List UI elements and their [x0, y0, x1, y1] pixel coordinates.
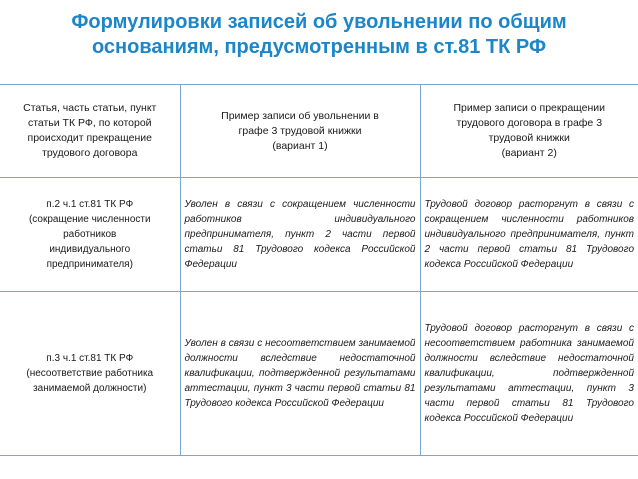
article-line: предпринимателя) — [46, 259, 133, 270]
article-line: работников — [63, 229, 117, 240]
table-row — [0, 292, 638, 456]
header-line: происходит прекращение — [27, 132, 152, 144]
header-line: Пример записи о прекращении — [453, 102, 606, 114]
header-line: трудового договора в графе 3 — [456, 117, 603, 129]
variant2-cell: Трудовой договор расторгнут в связи с сокращением численности работников индивидуального предпринимателя, пункт 2 части первой статьи 81 Трудового кодекса Российской Федерации — [420, 178, 638, 292]
header-variant2 — [420, 85, 638, 178]
title-line: основаниям, предусмотренным в ст.81 ТК РФ — [91, 36, 547, 58]
header-line: статьи ТК РФ, по которой — [27, 117, 152, 129]
header-variant1 — [180, 85, 420, 178]
article-line: занимаемой должности) — [33, 383, 147, 394]
table-header-row — [0, 85, 638, 178]
article-line: индивидуального — [49, 244, 131, 255]
article-line: п.3 ч.1 ст.81 ТК РФ — [46, 353, 134, 364]
article-line: (несоответствие работника — [26, 368, 154, 379]
header-line: трудового договора — [42, 147, 138, 159]
variant2-cell: Трудовой договор расторгнут в связи с несоответствием работника занимаемой должности вследствие недостаточной квалификации, подтвержденной результатами аттестации, пункт 3 части первой статьи 81 Трудового кодекса Российской Федерации — [420, 292, 638, 456]
article-cell — [0, 178, 180, 292]
table-row — [0, 178, 638, 292]
variant1-cell: Уволен в связи с несоответствием занимаемой должности вследствие недостаточной квалификации, подтвержденной результатами аттестации, пункт 3 части первой статьи 81 Трудового кодекса Российской Федерации — [180, 292, 420, 456]
header-line: Статья, часть статьи, пункт — [23, 102, 157, 114]
header-line: (вариант 1) — [272, 139, 328, 152]
page-title — [20, 10, 618, 60]
article-cell — [0, 292, 180, 456]
header-line: Пример записи об увольнении в — [221, 109, 379, 122]
header-article — [0, 85, 180, 178]
header-line: (вариант 2) — [501, 147, 557, 159]
dismissal-wording-table — [0, 84, 638, 456]
header-line: трудовой книжки — [488, 132, 570, 144]
header-line: графе 3 трудовой книжки — [238, 124, 362, 137]
variant1-cell: Уволен в связи с сокращением численности работников индивидуального предпринимателя, пункт 2 части первой статьи 81 Трудового кодекса Российской Федерации — [180, 178, 420, 292]
article-line: п.2 ч.1 ст.81 ТК РФ — [46, 199, 134, 210]
article-line: (сокращение численности — [28, 214, 151, 225]
title-line: Формулировки записей об увольнении по общим — [71, 11, 567, 33]
